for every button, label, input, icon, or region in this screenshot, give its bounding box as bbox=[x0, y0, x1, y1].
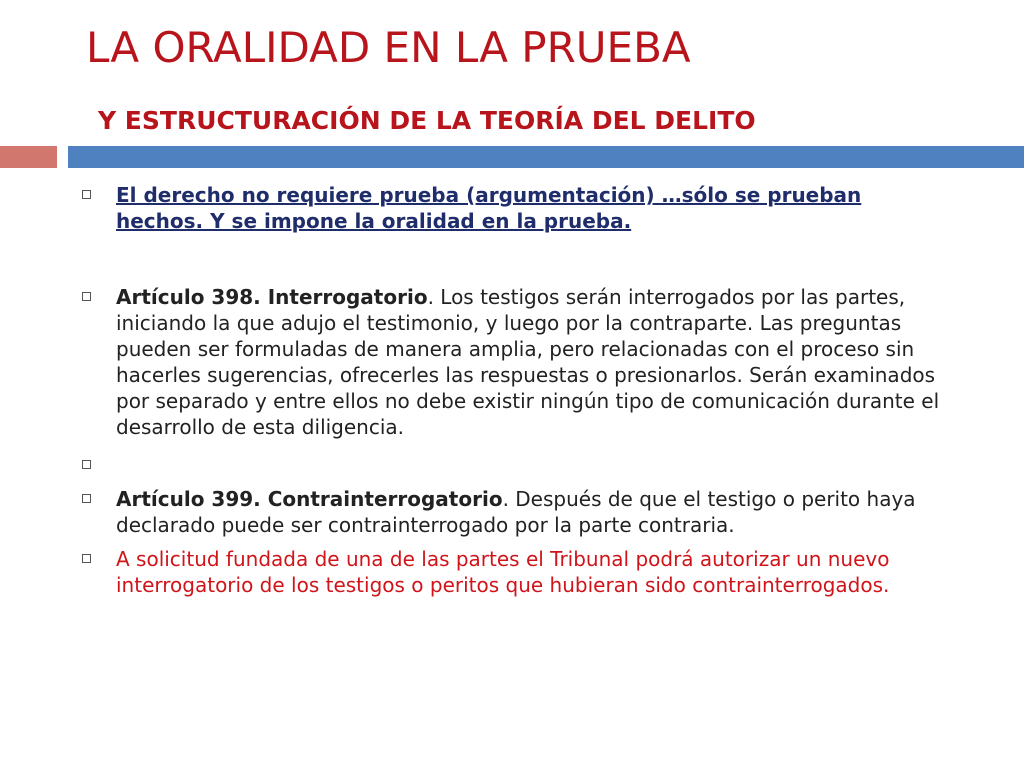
article-399-heading: Artículo 399. Contrainterrogatorio bbox=[116, 487, 503, 511]
slide-title: LA ORALIDAD EN LA PRUEBA bbox=[86, 23, 691, 72]
square-bullet-icon bbox=[82, 460, 91, 469]
header-rule-left bbox=[0, 146, 57, 168]
square-bullet-icon bbox=[82, 554, 91, 563]
square-bullet-icon bbox=[82, 190, 91, 199]
bullet-item bbox=[80, 182, 940, 234]
article-398-heading: Artículo 398. Interrogatorio bbox=[116, 285, 428, 309]
bullet-item bbox=[80, 486, 940, 538]
slide-subtitle: Y ESTRUCTURACIÓN DE LA TEORÍA DEL DELITO bbox=[98, 106, 756, 135]
square-bullet-icon bbox=[82, 494, 91, 503]
bullet-item bbox=[80, 284, 940, 440]
article-398-body: . Los testigos serán interrogados por las partes, iniciando la que adujo el testimonio, y luego por la contraparte. Las preguntas pueden ser formuladas de manera amplia, pero relacionadas con el proceso sin hacerles sugerencias, ofrecerles las respuestas o presionarlos. Serán examinados por separado y entre ellos no debe existir ningún tipo de comunicación durante el desarrollo de esta diligencia. bbox=[116, 285, 940, 439]
highlight-text: A solicitud fundada de una de las partes el Tribunal podrá autorizar un nuevo interrogatorio de los testigos o peritos que hubieran sido contrainterrogados. bbox=[116, 547, 890, 597]
bullet-item bbox=[80, 452, 940, 478]
bullet-item bbox=[80, 546, 940, 598]
header-rule-right bbox=[68, 146, 1024, 168]
square-bullet-icon bbox=[82, 292, 91, 301]
article-399-body: . Después de que el testigo o perito haya declarado puede ser contrainterrogado por la parte contraria. bbox=[116, 487, 916, 537]
bullet-text-link[interactable]: El derecho no requiere prueba (argumentación) …sólo se prueban hechos. Y se impone la oralidad en la prueba. bbox=[116, 183, 862, 233]
bullet-list bbox=[80, 182, 940, 598]
